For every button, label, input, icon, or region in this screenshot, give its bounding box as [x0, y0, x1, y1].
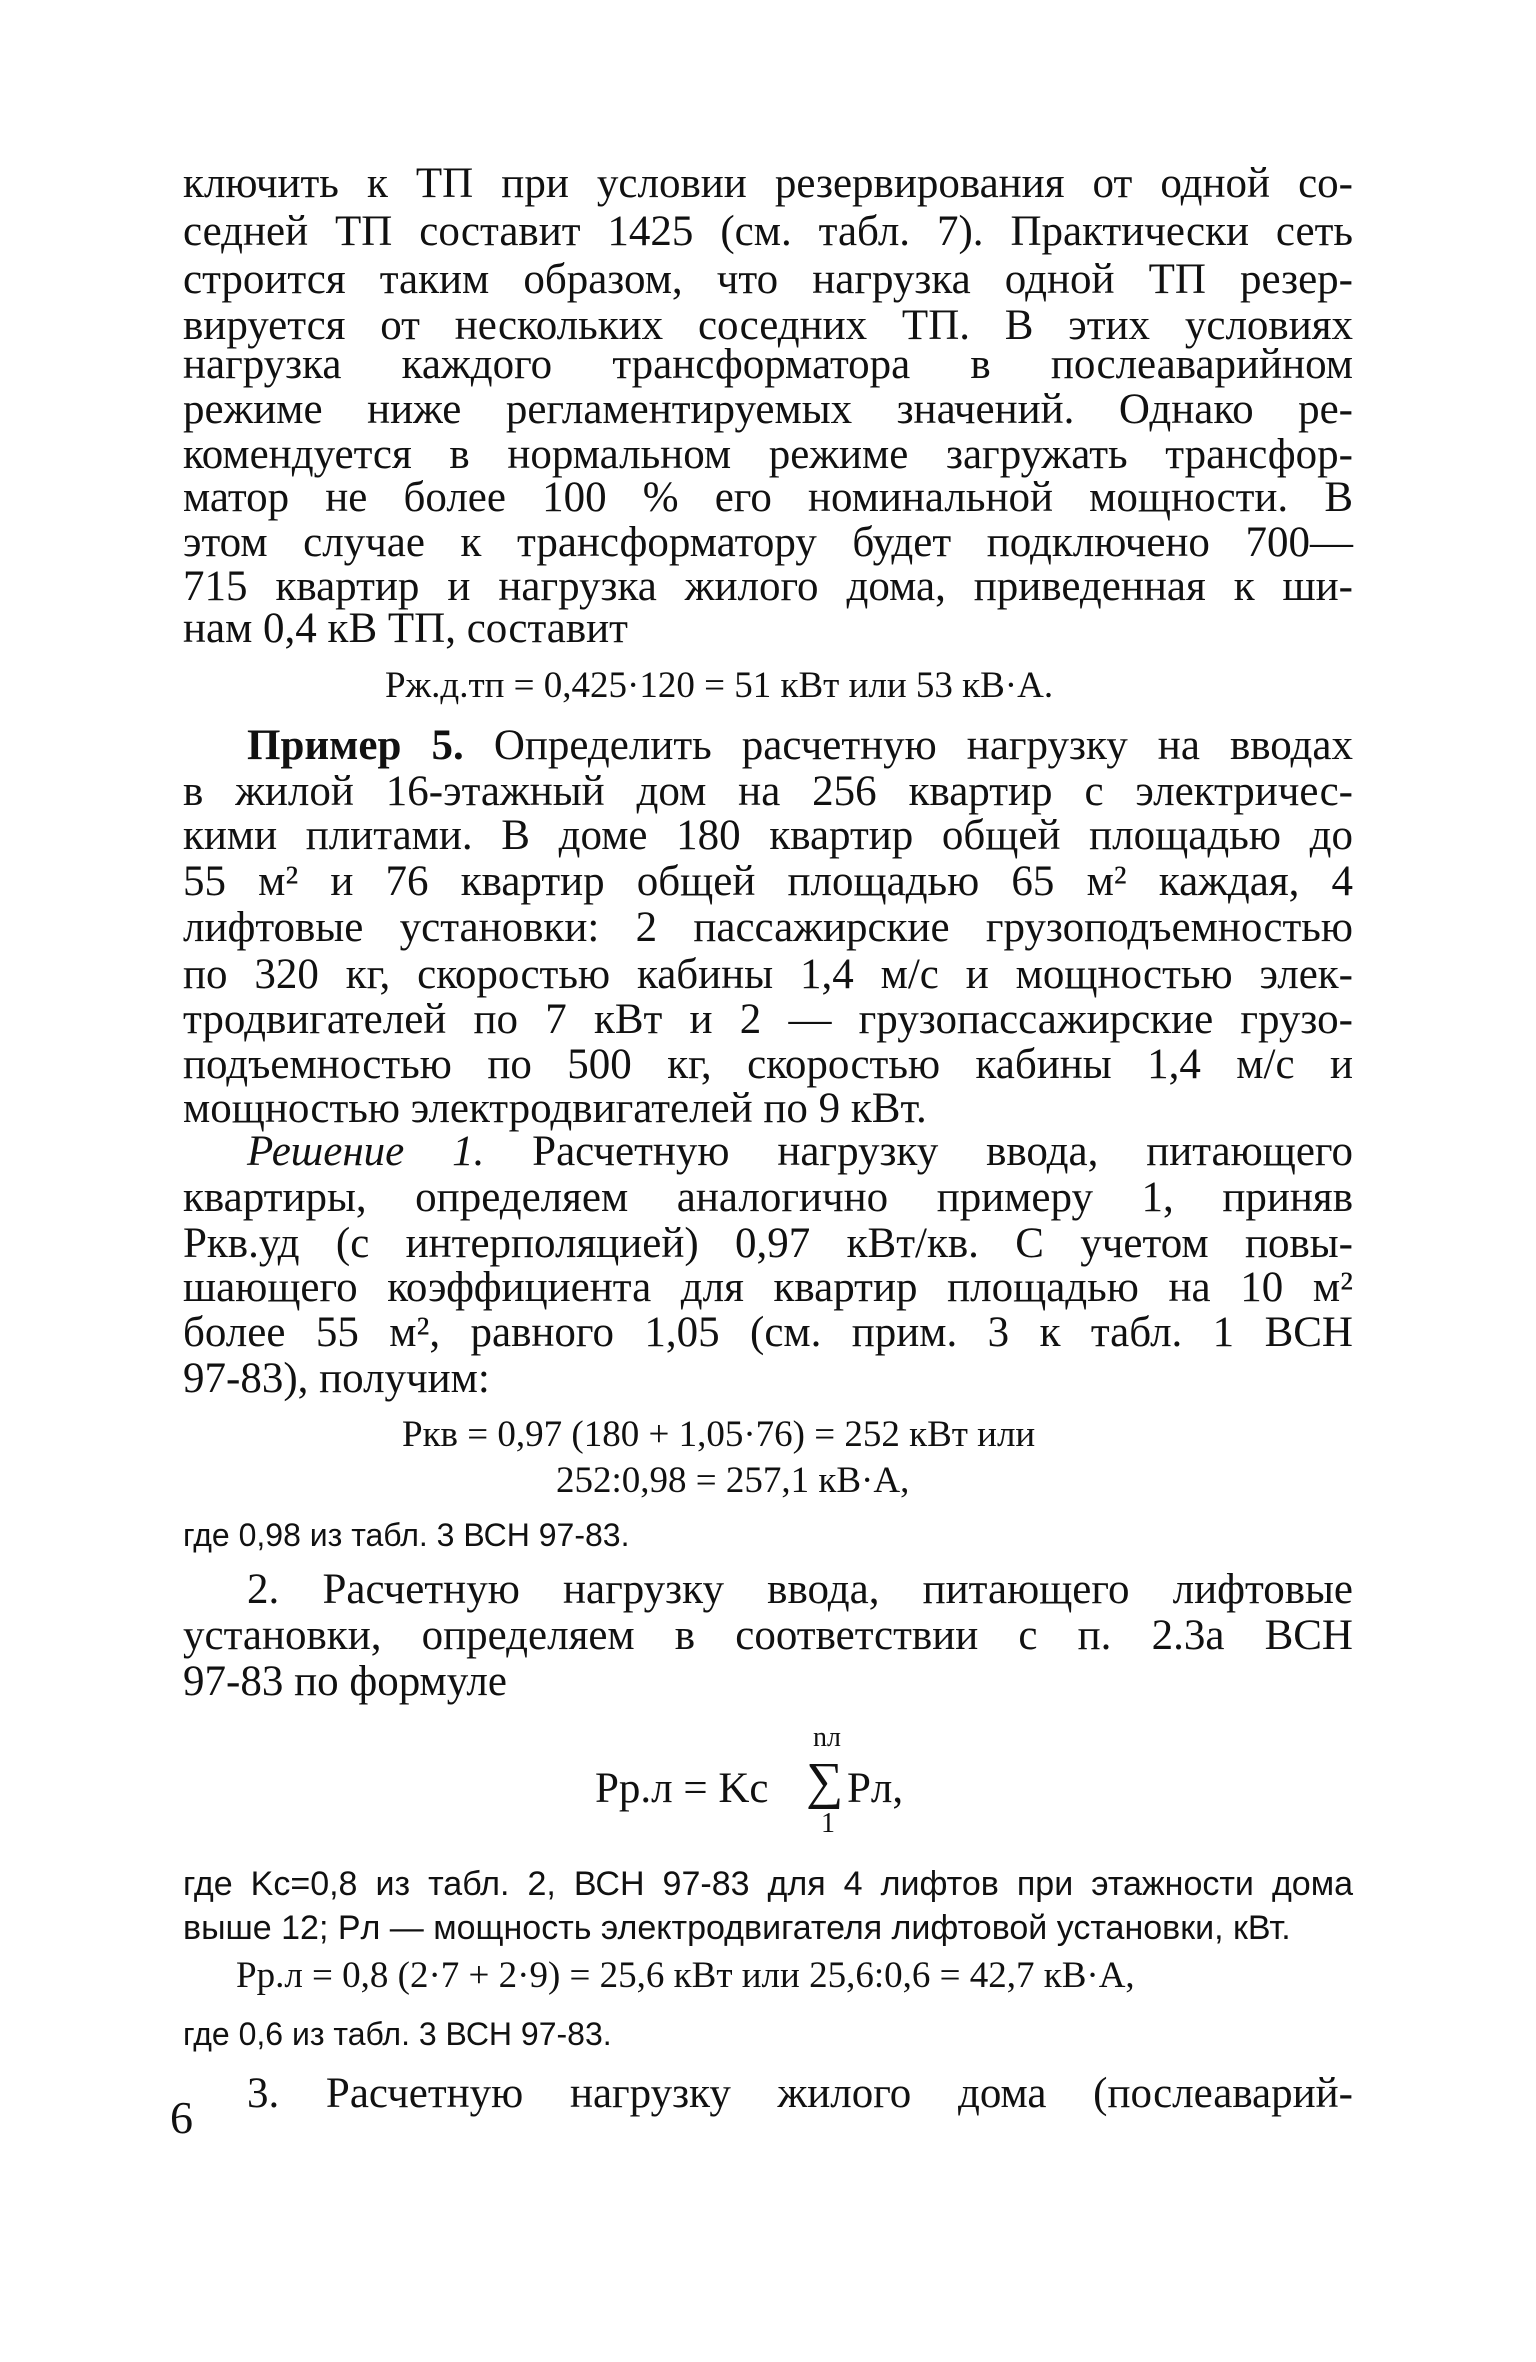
note-line: выше 12; Pл — мощность электродвигателя лифтовой установки, кВт.	[183, 1909, 1291, 1947]
paragraph-line: строится таким образом, что нагрузка одной ТП резер-	[183, 256, 1353, 303]
solution-line: квартиры, определяем аналогично примеру 1, приняв	[183, 1174, 1353, 1221]
example-line: подъемностью по 500 кг, скоростью кабины 1,4 м/с и	[183, 1041, 1353, 1088]
formula-lift-load	[595, 1712, 1155, 1842]
solution-line: более 55 м², равного 1,05 (см. прим. 3 к табл. 1 ВСН	[183, 1309, 1353, 1356]
paragraph-line: седней ТП составит 1425 (см. табл. 7). Практически сеть	[183, 208, 1353, 255]
formula-transformer-load: Pж.д.тп = 0,425·120 = 51 кВт или 53 кВ·А.	[385, 665, 1054, 706]
formula-lhs: Pр.л = Kс	[595, 1765, 769, 1812]
paragraph-line: нагрузка каждого трансформатора в послеаварийном	[183, 341, 1353, 388]
paragraph-line: комендуется в нормальном режиме загружать трансфор-	[183, 431, 1353, 478]
paragraph-line: ключить к ТП при условии резервирования от одной со-	[183, 160, 1353, 207]
example-line: 55 м² и 76 квартир общей площадью 65 м² каждая, 4	[183, 858, 1353, 905]
formula-apartments-load: Pкв = 0,97 (180 + 1,05·76) = 252 кВт или	[402, 1414, 1036, 1455]
paragraph-line: 715 квартир и нагрузка жилого дома, приведенная к ши-	[183, 563, 1353, 610]
paragraph-line: вируется от нескольких соседних ТП. В этих условиях	[183, 302, 1353, 349]
page-number: 6	[170, 2092, 193, 2143]
formula-upper-limit: nл	[813, 1722, 841, 1753]
paragraph-line: режиме ниже регламентируемых значений. Однако ре-	[183, 386, 1353, 433]
example-text: Определить расчетную нагрузку на вводах	[493, 722, 1353, 769]
solution-text: Расчетную нагрузку ввода, питающего	[532, 1128, 1354, 1175]
paragraph-line: этом случае к трансформатору будет подключено 700—	[183, 519, 1353, 566]
example-line: в жилой 16-этажный дом на 256 квартир с электричес-	[183, 768, 1353, 815]
example-line	[247, 722, 1353, 770]
solution-label: Решение 1.	[247, 1128, 485, 1175]
paragraph-line: нам 0,4 кВ ТП, составит	[183, 605, 628, 652]
formula-lift-result: Pр.л = 0,8 (2·7 + 2·9) = 25,6 кВт или 25,6:0,6 = 42,7 кВ·А,	[236, 1955, 1135, 1996]
paragraph-line: 2. Расчетную нагрузку ввода, питающего лифтовые	[247, 1566, 1353, 1613]
sum-sign: ∑	[806, 1753, 844, 1810]
example-line: кими плитами. В доме 180 квартир общей площадью до	[183, 812, 1353, 859]
note-table-ref: где 0,6 из табл. 3 ВСН 97-83.	[183, 2016, 612, 2052]
formula-apartments-kva: 252:0,98 = 257,1 кВ·А,	[556, 1460, 910, 1501]
paragraph-line: 97-83 по формуле	[183, 1658, 507, 1705]
solution-line: 97-83), получим:	[183, 1355, 490, 1402]
paragraph-line: 3. Расчетную нагрузку жилого дома (послеаварий-	[247, 2070, 1353, 2117]
paragraph-line: матор не более 100 % его номинальной мощности. В	[183, 474, 1353, 521]
example-line: по 320 кг, скоростью кабины 1,4 м/с и мощностью элек-	[183, 951, 1353, 998]
formula-rhs: Pл,	[847, 1765, 904, 1812]
example-line: тродвигателей по 7 кВт и 2 — грузопассажирские грузо-	[183, 996, 1353, 1043]
note-line: где Kс=0,8 из табл. 2, ВСН 97-83 для 4 лифтов при этажности дома	[183, 1865, 1353, 1903]
solution-line: Pкв.уд (с интерполяцией) 0,97 кВт/кв. С учетом повы-	[183, 1220, 1353, 1267]
solution-line	[247, 1128, 1353, 1176]
solution-line: шающего коэффициента для квартир площадью на 10 м²	[183, 1264, 1353, 1311]
note-table-ref: где 0,98 из табл. 3 ВСН 97-83.	[183, 1517, 630, 1553]
example-line: мощностью электродвигателей по 9 кВт.	[183, 1085, 927, 1132]
example-label: Пример 5.	[247, 722, 464, 769]
formula-lower-limit: 1	[821, 1808, 835, 1839]
example-line: лифтовые установки: 2 пассажирские грузоподъемностью	[183, 904, 1353, 951]
paragraph-line: установки, определяем в соответствии с п. 2.3а ВСН	[183, 1612, 1353, 1659]
